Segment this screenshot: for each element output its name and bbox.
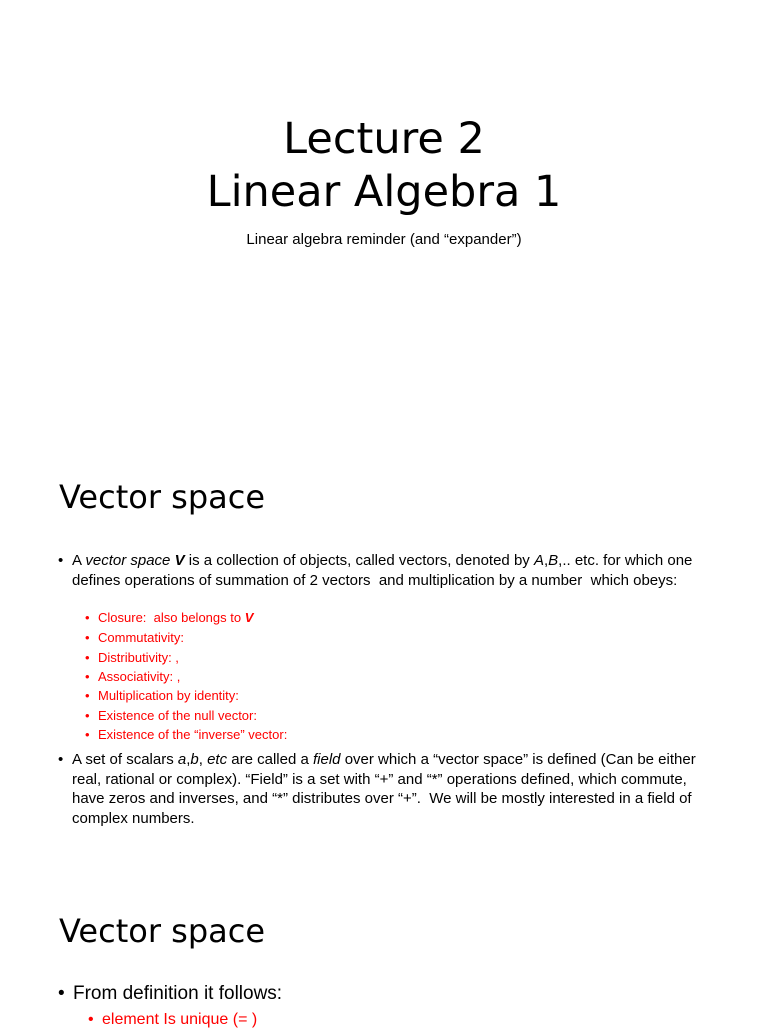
bullet-icon: • — [85, 610, 90, 625]
slide-heading: Vector space — [59, 912, 266, 950]
slide-heading: Vector space — [59, 478, 266, 516]
bullet-definition — [58, 551, 718, 590]
property-closure: • Closure: also belongs to V — [85, 610, 254, 625]
property-inverse-vector: • Existence of the “inverse” vector: — [85, 727, 288, 742]
property-associativity: • Associativity: , — [85, 669, 181, 684]
property-unique-null: • element Is unique (= ) — [88, 1011, 258, 1028]
bullet-icon: • — [88, 1011, 94, 1028]
bullet-text: A set of scalars a,b, etc are called a field over which a “vector space” is defined (Can be either real, rational or complex). “Field” is a set with “+” and “*” operations defined, which commute, have zeros and inverses, and “*” distributes over “+”. We will be mostly interested in a field of complex numbers. — [72, 751, 696, 827]
property-null-vector: • Existence of the null vector: — [85, 708, 257, 723]
bullet-icon: • — [58, 552, 64, 569]
bullet-icon: • — [85, 650, 90, 665]
bullet-field — [58, 750, 718, 828]
bullet-icon: • — [85, 630, 90, 645]
bullet-text: A vector space V is a collection of objects, called vectors, denoted by A,B,.. etc. for which one defines operations of summation of 2 vectors and multiplication by a number which obeys: — [72, 552, 693, 589]
bullet-icon: • — [85, 727, 90, 742]
property-identity: • Multiplication by identity: — [85, 688, 239, 703]
bullet-icon: • — [85, 708, 90, 723]
bullet-consequences: • From definition it follows: — [58, 983, 283, 1004]
bullet-icon: • — [85, 669, 90, 684]
vector-space-properties-slide — [0, 880, 768, 1028]
vector-space-slide — [0, 440, 768, 880]
lecture-topic: Linear Algebra 1 — [206, 167, 562, 217]
bullet-icon: • — [85, 688, 90, 703]
lecture-subtitle: Linear algebra reminder (and “expander”) — [246, 231, 522, 248]
bullet-icon: • — [58, 751, 64, 768]
property-commutativity: • Commutativity: — [85, 630, 184, 645]
property-distributivity: • Distributivity: , — [85, 650, 179, 665]
lecture-title: Lecture 2 — [283, 114, 485, 164]
bullet-icon: • — [58, 983, 65, 1004]
title-slide — [0, 0, 768, 440]
